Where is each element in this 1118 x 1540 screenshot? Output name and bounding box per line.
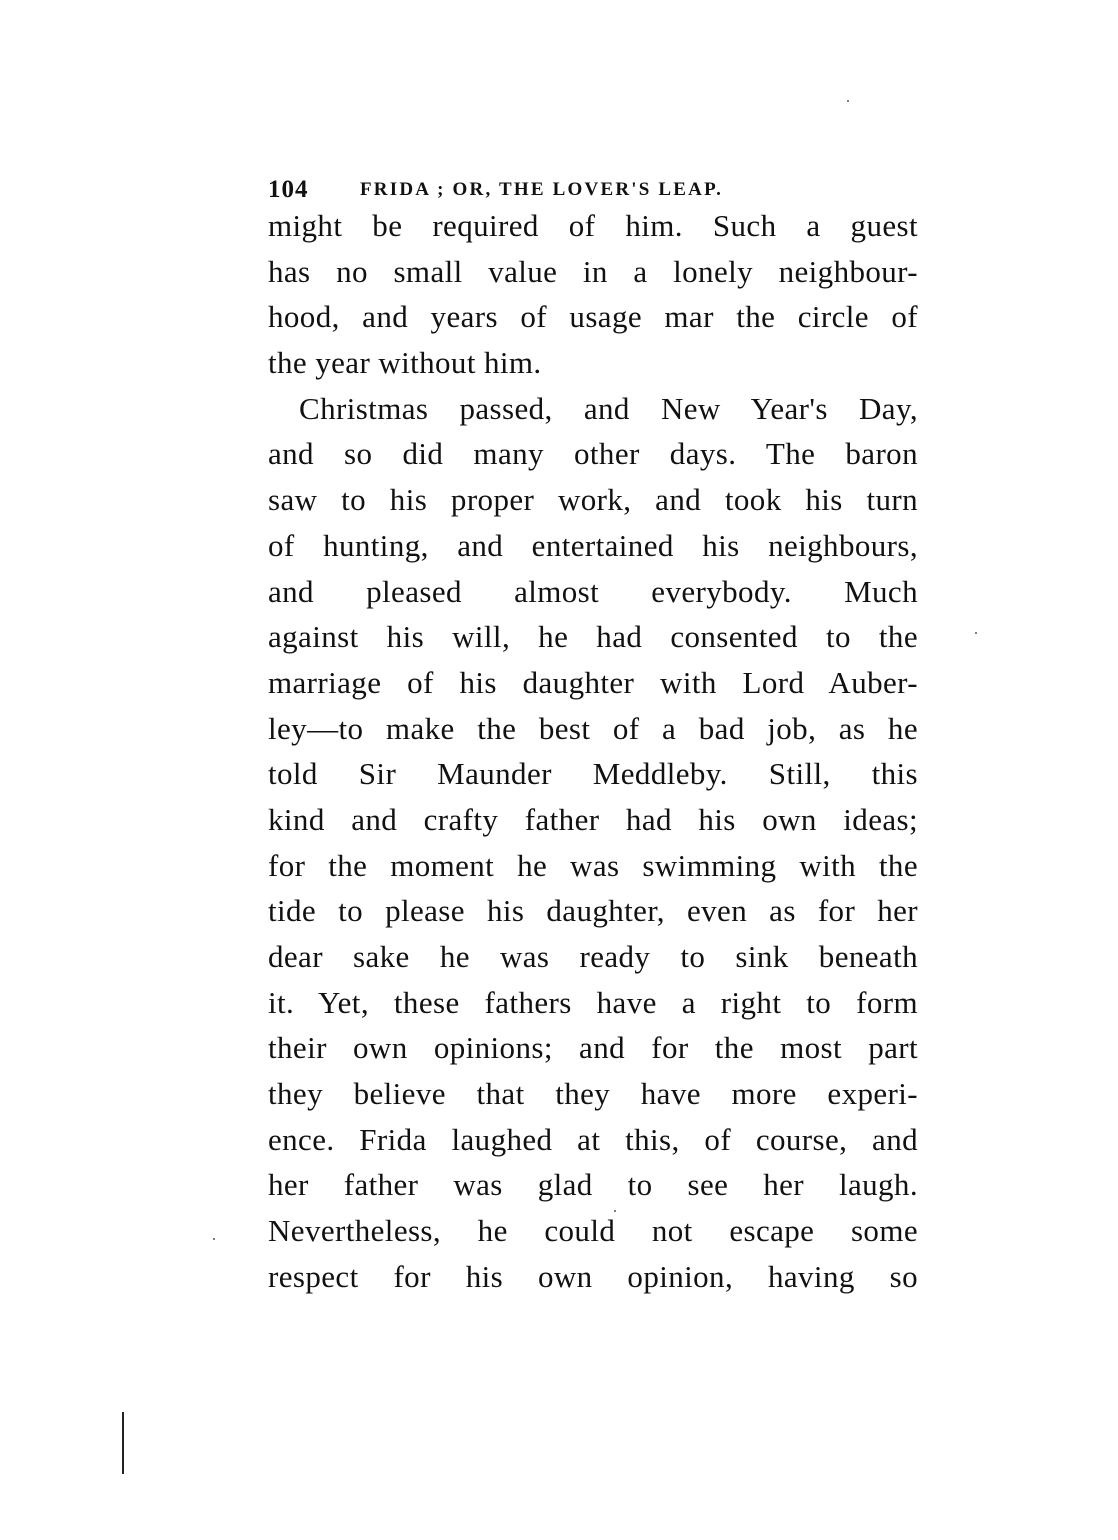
text-line: has no small value in a lonely neighbour-: [268, 253, 918, 289]
running-head: [268, 176, 918, 206]
text-line: saw to his proper work, and took his turn: [268, 482, 918, 518]
text-line: told Sir Maunder Meddleby. Still, this: [268, 756, 918, 792]
text-line: and so did many other days. The baron: [268, 436, 918, 472]
scan-speck: [847, 100, 849, 102]
text-line: their own opinions; and for the most part: [268, 1030, 918, 1066]
text-line: respect for his own opinion, having so: [268, 1258, 918, 1294]
text-line: ence. Frida laughed at this, of course, and: [268, 1121, 918, 1157]
running-head-title: FRIDA ; OR, THE LOVER'S LEAP.: [360, 179, 724, 200]
page-number: 104: [268, 176, 309, 203]
text-line: Nevertheless, he could not escape some: [268, 1213, 918, 1249]
text-line: of hunting, and entertained his neighbours,: [268, 527, 918, 563]
body-text: [268, 203, 918, 1300]
text-line: it. Yet, these fathers have a right to form: [268, 984, 918, 1020]
text-line: ley—to make the best of a bad job, as he: [268, 710, 918, 746]
text-line: Christmas passed, and New Year's Day,: [299, 390, 918, 426]
text-line: the year without him.: [268, 345, 542, 381]
text-line: kind and crafty father had his own ideas;: [268, 801, 918, 837]
text-line: might be required of him. Such a guest: [268, 208, 918, 243]
text-line: dear sake he was ready to sink beneath: [268, 939, 918, 974]
text-line: they believe that they have more experi-: [268, 1076, 918, 1112]
text-line: hood, and years of usage mar the circle of: [268, 299, 918, 335]
text-line: her father was glad to see her laugh.: [268, 1167, 918, 1203]
scan-edge-mark: [122, 1412, 124, 1474]
text-line: for the moment he was swimming with the: [268, 847, 918, 883]
text-line: marriage of his daughter with Lord Auber-: [268, 664, 918, 700]
scan-speck: [213, 1238, 215, 1240]
scan-speck: [975, 632, 977, 634]
text-line: tide to please his daughter, even as for her: [268, 893, 918, 929]
text-line: against his will, he had consented to the: [268, 619, 918, 655]
scan-speck: [614, 1210, 616, 1212]
text-line: and pleased almost everybody. Much: [268, 573, 918, 609]
